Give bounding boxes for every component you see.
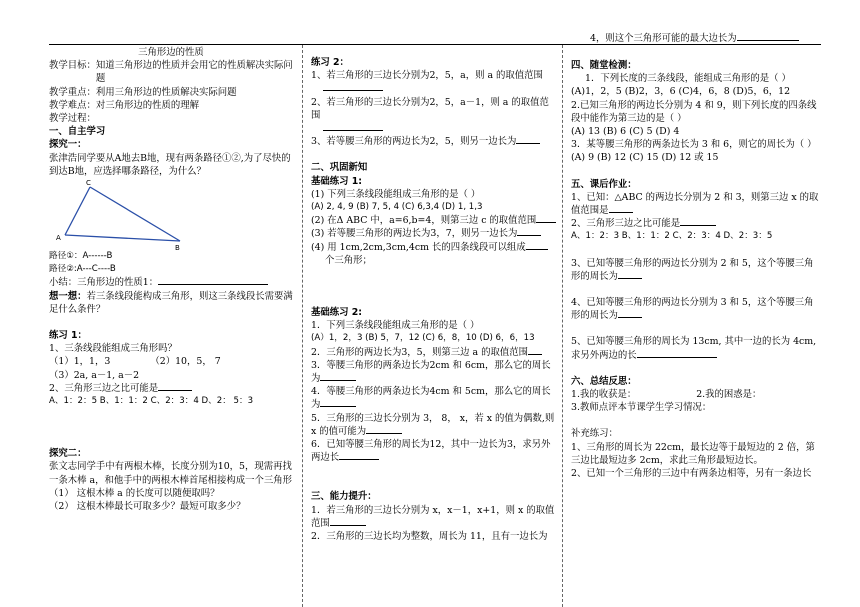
basic-2-q3: 3．等腰三角形的两条边长为2cm 和 6cm，那么它的周长为 [311,359,551,385]
test-q2: 2.已知三角形的两边长分别为 4 和 9，则下列长度的四条线段中能作为第三边的是（ ） [571,99,817,124]
extra-q2: 2、已知一个三角形的三边中有两条边相等，另有一条边长 [571,468,812,480]
section-heading: 六、总结反思： [571,375,637,387]
section-heading: 三、能力提升： [311,491,377,503]
homework-q1: 1、已知：△ABC 的两边长分别为 2 和 3，则第三边 x 的取值范围是 [571,191,819,217]
section-heading: 五、课后作业： [571,178,637,190]
column-divider [562,45,563,607]
vertex-b-label: B [175,244,180,251]
exercise-1-q2: 2、三角形三边之比可能是 [49,382,293,395]
extra-q1: 1、三角形的周长为 22cm，最长边等于最短边的 2 倍，第三边比最短边多 2cm，求此三角形最短边长。 [571,441,815,466]
reflection-teacher: 3.教师点评本节课学生学习情况： [571,402,712,414]
exercise-2-q3: 3、若等腰三角形的两边长为2，5，则另一边长为 [311,135,556,148]
column-divider [302,45,303,607]
explore-2-q2: （2） 这根木棒最长可取多少？最短可取多少？ [49,501,246,513]
teaching-process: 教学过程： [49,113,96,125]
basic-1-heading: 基础练习 1: [311,175,363,187]
test-q1: 1．下列长度的三条线段，能组成三角形的是（ ） [585,73,791,85]
column-2 [311,46,556,543]
exercise-2-heading: 练习 2： [311,57,349,68]
basic-2-q1: 1．下列三条线段能组成三角形的是（ ） [311,320,480,332]
test-q2-options: (A) 13 (B) 6 (C) 5 (D) 4 [571,126,680,138]
teaching-key: 教学重点：利用三角形边的性质解决实际问题 [49,86,237,98]
explore-1-heading: 探究一： [49,139,87,151]
exercise-1-q1c: （3）2a, a－1, a－2 [49,369,140,381]
reflection-row: 1.我的收获是： 2.我的困惑是： [571,389,762,401]
section-heading: 二、巩固新知 [311,162,368,174]
explore-1-text: 张津浩同学要从A地去B地，现有两条路径①②,为了尽快的到达B地，应选择哪条路径，为什么？ [49,152,291,177]
basic-2-q4: 4．等腰三角形的两条边长为4cm 和 5cm，那么它的周长为 [311,386,551,411]
ability-q2: 2．三角形的三边长均为整数，周长为 11，且有一边长为 [311,531,548,543]
basic-2-q5: 5．三角形的三边长分别为 3， 8， x，若 x 的值为偶数,则 x 的值可能为 [311,412,555,437]
homework-q3: 3、已知等腰三角形的两边长分别为 2 和 5，这个等腰三角形的周长为 [571,257,814,282]
section-heading: 四、随堂检测： [571,60,637,71]
test-q1-options: (A)1，2，5 (B)2，3，6 (C)4，6，8 (D)5，6，12 [571,86,791,98]
column-1 [49,46,293,513]
basic-2-q1-options: (A）1，2，3 (B) 5，7，12 (C) 6，8，10 (D) 6，6，13 [311,333,535,344]
exercise-1-q1-options: （1）1，1，3 （2）10，5， 7 [49,356,221,368]
header-rule [49,44,821,45]
exercise-2-q1: 1、若三角形的三边长分别为2，5，a，则 a 的取值范围 [311,69,556,95]
homework-q2: 2、三角形三边之比可能是 [571,217,821,230]
summary-line: 小结：三角形边的性质1： [49,276,293,289]
test-q3-options: (A) 9 (B) 12 (C) 15 (D) 12 或 15 [571,152,719,164]
test-q3: 3．某等腰三角形的两条边长为 3 和 6，则它的周长为（ ） [571,139,817,151]
ability-q1: 1．若三角形的三边长分别为 x，x－1，x+1，则 x 的取值范围 [311,504,555,529]
exercise-1-heading: 练习 1： [49,330,87,342]
vertex-c-label: C [86,180,91,188]
vertex-a-label: A [56,234,61,243]
exercise-1-q1: 1、三条线段能组成三角形吗？ [49,343,177,355]
basic-2-q2: 2．三角形的两边长为3，5，则第三边 a 的取值范围 [311,346,556,359]
basic-1-q4: (4) 用 1cm,2cm,3cm,4cm 长的四条线段可以组成 个三角形； [311,241,556,267]
homework-q2-options: A、1：2：3 B、1：1：2 C、2：3：4 D、2：3：5 [571,231,773,242]
homework-q4: 4、已知等腰三角形的两边长分别为 3 和 5，这个等腰三角形的周长为 [571,297,814,322]
triangle-figure [55,180,195,250]
basic-1-q1: (1) 下列三条线段能组成三角形的是（ ） [311,188,481,200]
explore-2-q1: （1） 这根木棒 a 的长度可以随便取吗？ [49,487,220,499]
teaching-goal: 教学目标： 知道三角形边的性质并会用它的性质解决实际问题 [49,60,293,85]
teaching-difficulty: 教学难点：对三角形边的性质的理解 [49,99,200,111]
homework-q5: 5、已知等腰三角形的周长为 13cm, 其中一边的长为 4cm, 求另外两边的长 [571,336,817,361]
path-1: 路径①：A------B [49,251,113,262]
think-paragraph: 想一想：若三条线段能构成三角形，则这三条线段长需要满足什么条件？ [49,290,293,315]
explore-2-text: 张文志同学手中有两根木棒，长度分别为10，5，现需再找一条木棒 a，和他手中的两根木棒首尾相接构成一个三角形 [49,461,292,486]
basic-2-heading: 基础练习 2: [311,307,363,319]
basic-1-q2: (2) 在Δ ABC 中，a=6,b=4，则第三边 c 的取值范围 [311,214,556,227]
section-heading: 一、自主学习 [49,126,106,138]
exercise-1-q2-options: A、1：2：5 B、1：1：2 C、2：3：4 D、2： 5：3 [49,396,254,407]
column3-top-line: 4，则这个三角形可能的最大边长为 [590,30,799,44]
explore-2-heading: 探究二： [49,448,87,460]
document-title: 三角形边的性质 [138,47,204,58]
basic-1-q3: (3) 若等腰三角形的两边长为3，7，则另一边长为 [311,227,556,240]
extra-practice-heading: 补充练习： [571,428,618,440]
column-3 [571,46,821,480]
exercise-2-q2: 2、若三角形的三边长分别为2，5，a－1，则 a 的取值范围 [311,96,556,136]
basic-2-q6: 6．已知等腰三角形的周长为12，其中一边长为3，求另外两边长 [311,439,551,464]
path-2: 路径②:A---C----B [49,264,116,275]
basic-1-q1-options: (A) 2, 4, 9 (B) 7, 5, 4 (C) 6,3,4 (D) 1, 1,3 [311,202,483,213]
